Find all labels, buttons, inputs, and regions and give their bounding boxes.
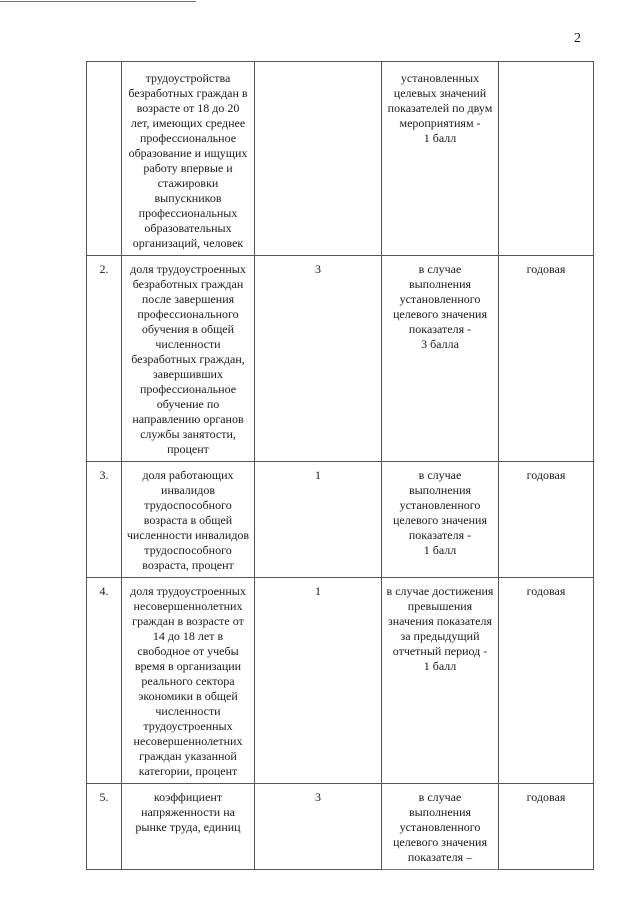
indicator-line: экономики в общей [138, 689, 238, 703]
indicator-line: безработных граждан в [128, 86, 248, 100]
indicator-line: обучение по [156, 397, 220, 411]
condition-line: целевого значения [392, 513, 487, 527]
indicator-line: трудоустроенных [143, 719, 233, 733]
scoring-condition [382, 578, 499, 784]
row-number: 3. [87, 462, 122, 578]
max-points: 3 [255, 256, 382, 462]
indicator-line: численности инвалидов [126, 528, 250, 542]
indicator-line: завершивших [153, 367, 223, 381]
indicator-line: свободное от учебы [137, 644, 239, 658]
indicator-line: профессиональное [139, 131, 237, 145]
condition-line: в случае достижения [386, 584, 494, 598]
condition-line: выполнения [408, 277, 472, 291]
indicator-line: работу впервые и [143, 161, 233, 175]
indicator-line: возраста, процент [142, 558, 234, 572]
indicator-line: трудоустройства [145, 71, 231, 85]
indicator-name [122, 462, 255, 578]
indicator-line: процент [167, 442, 209, 456]
indicator-line: коэффициент [153, 790, 223, 804]
reporting-period: годовая [499, 462, 594, 578]
condition-line: целевого значения [392, 307, 487, 321]
condition-line: целевых значений [393, 86, 487, 100]
indicator-line: трудоспособного [144, 543, 232, 557]
max-points: 1 [255, 462, 382, 578]
condition-line: показателей по двум [387, 101, 493, 115]
row-number: 5. [87, 784, 122, 870]
indicator-line: несовершеннолетних [133, 599, 243, 613]
indicator-line: реального сектора [141, 674, 235, 688]
indicator-name [122, 578, 255, 784]
condition-line: в случае [418, 262, 462, 276]
indicator-line: рынке труда, единиц [135, 820, 241, 834]
indicator-line: службы занятости, [140, 427, 236, 441]
indicator-line: несовершеннолетних [133, 734, 243, 748]
scoring-condition [382, 462, 499, 578]
indicator-line: доля трудоустроенных [130, 262, 246, 276]
indicator-line: безработных граждан [132, 277, 244, 291]
indicator-line: профессиональное [139, 382, 237, 396]
indicator-line: после завершения [141, 292, 235, 306]
condition-line: мероприятиям - [399, 116, 481, 130]
max-points: 3 [255, 784, 382, 870]
condition-line: в случае [418, 790, 462, 804]
condition-line: за предыдущий [400, 629, 480, 643]
table-row [87, 784, 594, 870]
scan-top-rule [0, 1, 196, 2]
reporting-period [499, 62, 594, 256]
indicator-line: выпускников [154, 191, 222, 205]
table-row [87, 62, 594, 256]
condition-line: отчетный период - [392, 644, 488, 658]
indicator-line: организаций, человек [132, 236, 244, 250]
condition-line: установленных [400, 71, 480, 85]
max-points: 1 [255, 578, 382, 784]
indicator-line: возрасте от 18 до 20 [136, 101, 240, 115]
condition-line: показателя - [408, 528, 472, 542]
indicator-line: лет, имеющих среднее [130, 116, 246, 130]
max-points [255, 62, 382, 256]
scoring-condition [382, 256, 499, 462]
reporting-period: годовая [499, 784, 594, 870]
indicator-line: напряженности на [141, 805, 235, 819]
condition-line: 3 балла [421, 337, 459, 351]
condition-line: показателя – [407, 850, 473, 864]
condition-line: 1 балл [423, 543, 457, 557]
table-row [87, 578, 594, 784]
indicators-table [86, 61, 594, 870]
condition-line: установленного [399, 498, 481, 512]
scoring-condition [382, 784, 499, 870]
condition-line: целевого значения [392, 835, 487, 849]
indicator-line: доля трудоустроенных [130, 584, 246, 598]
condition-line: 1 балл [423, 131, 457, 145]
scoring-condition [382, 62, 499, 256]
indicator-line: возраста в общей [143, 513, 233, 527]
indicator-line: образование и ищущих [128, 146, 248, 160]
indicator-line: время в организации [134, 659, 242, 673]
condition-line: в случае [418, 468, 462, 482]
row-number: 2. [87, 256, 122, 462]
indicator-line: категории, процент [138, 764, 238, 778]
indicator-line: профессиональных [138, 206, 238, 220]
indicator-line: 14 до 18 лет в [152, 629, 224, 643]
table-row [87, 462, 594, 578]
indicator-line: безработных граждан, [131, 352, 245, 366]
indicator-line: направлению органов [132, 412, 244, 426]
condition-line: превышения [407, 599, 473, 613]
condition-line: выполнения [408, 483, 472, 497]
indicator-line: обучения в общей [141, 322, 235, 336]
page-number: 2 [574, 31, 581, 46]
indicator-line: образовательных [144, 221, 232, 235]
indicator-name [122, 256, 255, 462]
indicator-name [122, 62, 255, 256]
indicator-line: численности [155, 337, 221, 351]
indicator-line: численности [155, 704, 221, 718]
row-number: 4. [87, 578, 122, 784]
row-number [87, 62, 122, 256]
condition-line: установленного [399, 820, 481, 834]
table-row [87, 256, 594, 462]
indicator-line: граждан в возрасте от [132, 614, 244, 628]
condition-line: 1 балл [423, 659, 457, 673]
reporting-period: годовая [499, 256, 594, 462]
indicator-line: граждан указанной [139, 749, 237, 763]
condition-line: установленного [399, 292, 481, 306]
reporting-period: годовая [499, 578, 594, 784]
condition-line: выполнения [408, 805, 472, 819]
indicator-name [122, 784, 255, 870]
indicator-line: стажировки [157, 176, 219, 190]
condition-line: показателя - [408, 322, 472, 336]
indicator-line: доля работающих [142, 468, 234, 482]
indicator-line: инвалидов [161, 483, 215, 497]
indicator-line: профессионального [137, 307, 239, 321]
condition-line: значения показателя [388, 614, 492, 628]
indicator-line: трудоспособного [144, 498, 232, 512]
